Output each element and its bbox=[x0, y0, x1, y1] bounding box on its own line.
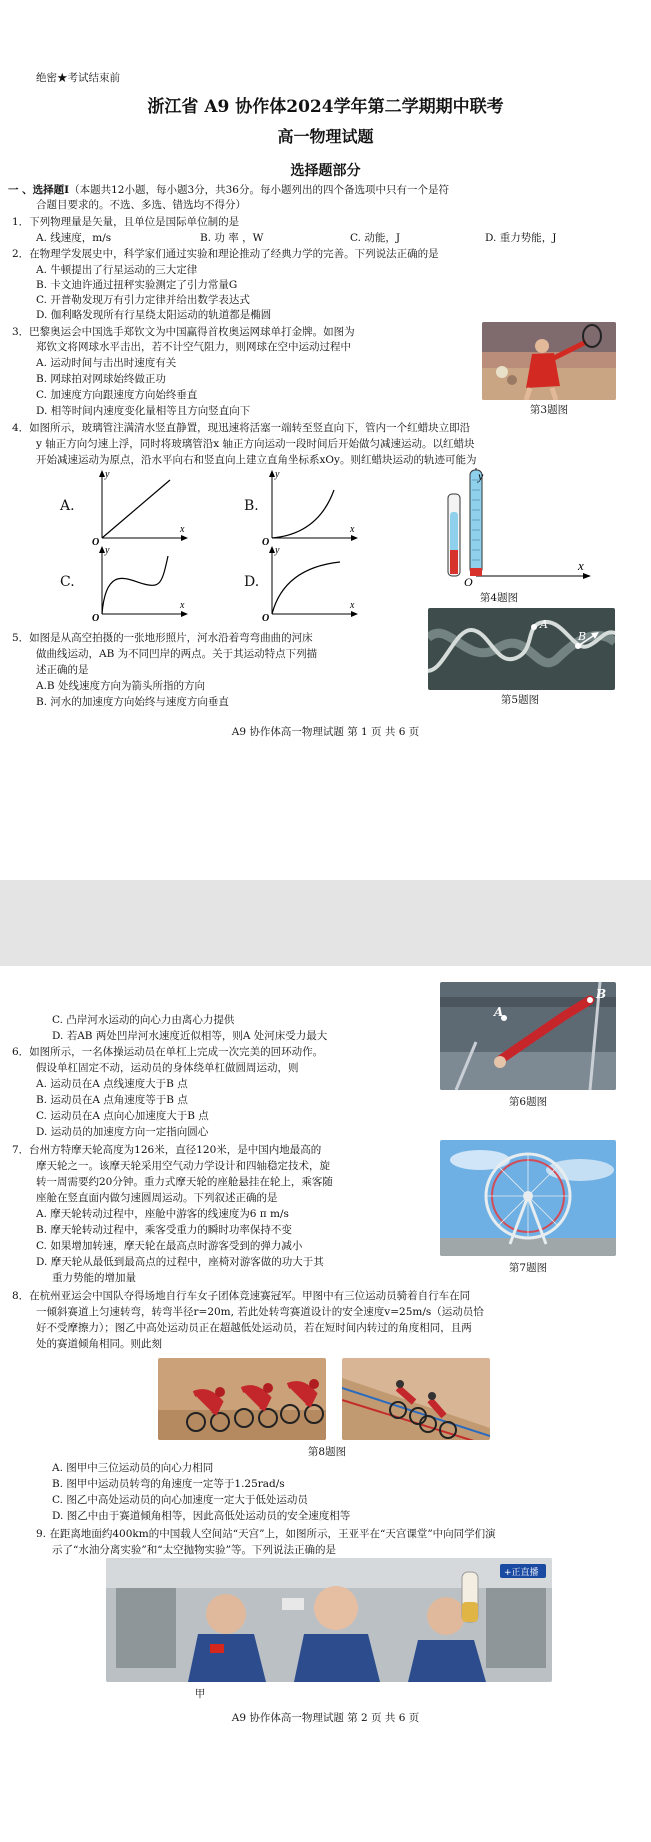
page-2-footer: A9 协作体高一物理试题 第 2 页 共 6 页 bbox=[231, 1712, 420, 1724]
q5-stem-line3: 述正确的是 bbox=[36, 664, 89, 676]
q8-option-d: D. 图乙中由于赛道倾角相等，因此高低处运动员的安全速度相等 bbox=[52, 1510, 351, 1522]
q3-option-a: A. 运动时间与击出时速度有关 bbox=[36, 357, 177, 369]
q4-option-d-label: D. bbox=[244, 574, 260, 590]
q5-figure-caption: 第5题图 bbox=[500, 694, 540, 706]
q7-stem-line3: 转一周需要约20分钟。重力式摩天轮的座舱悬挂在轮上，乘客随 bbox=[36, 1176, 333, 1188]
part-label: 一 、选择题Ⅰ bbox=[8, 184, 70, 196]
q4-stem-line3: 开始减速运动为原点，沿水平向右和竖直向上建立直角坐标系xOy。则红蜡块运动的轨迹可能为 bbox=[36, 454, 477, 466]
q7-option-c: C. 如果增加转速，摩天轮在最高点时游客受到的弹力减小 bbox=[36, 1240, 303, 1252]
q4-graph-d bbox=[262, 544, 362, 626]
q4-c-y-label: y bbox=[105, 545, 110, 556]
part-intro-line2: 合题目要求的。不选、多选、错选均不得分） bbox=[36, 199, 246, 211]
q8-stem-line1: 8．在杭州亚运会中国队夺得场地自行车女子团体竞速赛冠军。甲图中有三位运动员骑着自行车在同 bbox=[12, 1290, 471, 1302]
q7-option-b: B. 摩天轮转动过程中，乘客受重力的瞬时功率保持不变 bbox=[36, 1224, 292, 1236]
q7-figure-caption: 第7题图 bbox=[508, 1262, 548, 1274]
q4-d-y-label: y bbox=[275, 545, 280, 556]
q1-stem: 1．下列物理量是矢量，且单位是国际单位制的是 bbox=[12, 216, 240, 228]
q3-stem-line1: 3．巴黎奥运会中国选手郑钦文为中国赢得首枚奥运网球单打金牌。如图为 bbox=[12, 326, 355, 338]
q9-figure-label: 甲 bbox=[194, 1688, 206, 1700]
q4-c-trajectory bbox=[102, 556, 168, 614]
q4-b-trajectory bbox=[272, 490, 334, 538]
q5-point-a: A bbox=[540, 618, 548, 631]
side-tube-red bbox=[450, 550, 458, 574]
q7-stem-line4: 座舱在竖直面内做匀速圆周运动。下列叙述正确的是 bbox=[36, 1192, 278, 1204]
q4-d-x-label: x bbox=[350, 600, 355, 611]
q4-graph-c bbox=[92, 544, 192, 626]
page-1-footer: A9 协作体高一物理试题 第 1 页 共 6 页 bbox=[231, 726, 420, 738]
q8-stem-line4: 处的赛道倾角相同。则此刻 bbox=[36, 1338, 162, 1350]
q8-stem-line3: 好不受摩擦力）；图乙中高处运动员正在超越低处运动员，若在短时间内转过的角度相同，且两 bbox=[36, 1322, 472, 1334]
q6-point-a: A bbox=[494, 1005, 504, 1019]
q4-fig-origin: O bbox=[464, 575, 473, 586]
cyclists-photo-2 bbox=[342, 1358, 490, 1440]
q4-option-a-label: A. bbox=[60, 498, 75, 514]
q5-option-c: C. 凸岸河水运动的向心力由离心力提供 bbox=[52, 1014, 235, 1026]
q7-option-a: A. 摩天轮转动过程中，座舱中游客的线速度为6 π m/s bbox=[36, 1208, 289, 1220]
part-intro-text: （本题共12小题，每小题3分，共36分。每小题列出的四个备选项中只有一个是符 bbox=[69, 184, 449, 196]
q4-c-x-label: x bbox=[180, 600, 185, 611]
exam-title: 浙江省 A9 协作体2024学年第二学期期中联考 bbox=[147, 97, 504, 117]
q4-d-origin: O bbox=[262, 613, 270, 622]
part-intro-line1 bbox=[8, 184, 449, 197]
q4-a-y-label: y bbox=[105, 469, 110, 480]
q7-option-d-line1: D. 摩天轮从最低到最高点的过程中，座椅对游客做的功大于其 bbox=[36, 1256, 324, 1268]
q3-stem-line2: 郑钦文将网球水平击出，若不计空气阻力，则网球在空中运动过程中 bbox=[36, 341, 351, 353]
q4-stem-line2: y 轴正方向匀速上浮，同时将玻璃管沿x 轴正方向运动一段时间后开始做匀减速运动。以红蜡块 bbox=[36, 438, 475, 450]
q9-stem-line1: 9. 在距离地面约400km的中国载人空间站“天宫”上，如图所示，王亚平在“天宫课堂”中向同学们演 bbox=[36, 1528, 496, 1540]
gymnast-photo bbox=[440, 982, 616, 1090]
confidential-mark: 绝密★考试结束前 bbox=[36, 72, 120, 84]
q1-option-a: A. 线速度，m/s bbox=[36, 232, 112, 244]
cyclists-photo-1 bbox=[158, 1358, 326, 1440]
q4-c-origin: O bbox=[92, 613, 100, 622]
q8-option-a: A. 图甲中三位运动员的向心力相同 bbox=[52, 1462, 214, 1474]
q5-point-b: B bbox=[578, 630, 587, 643]
tennis-photo bbox=[482, 322, 616, 400]
q4-tube-figure bbox=[428, 468, 598, 590]
q2-option-a: A. 牛顿提出了行星运动的三大定律 bbox=[36, 264, 198, 276]
q6-option-a: A. 运动员在A 点线速度大于B 点 bbox=[36, 1078, 188, 1090]
q4-b-x-label: x bbox=[350, 524, 355, 535]
space-station-photo bbox=[106, 1558, 552, 1682]
page-1 bbox=[0, 0, 651, 880]
q6-option-c: C. 运动员在A 点向心加速度大于B 点 bbox=[36, 1110, 209, 1122]
q5-option-b: B. 河水的加速度方向始终与速度方向垂直 bbox=[36, 696, 229, 708]
q8-stem-line2: 一倾斜赛道上匀速转弯，转弯半径r=20m, 若此处转弯赛道设计的安全速度v=25m/s（运动员恰 bbox=[36, 1306, 484, 1318]
q2-stem: 2．在物理学发展史中，科学家们通过实验和理论推动了经典力学的完善。下列说法正确的是 bbox=[12, 248, 439, 260]
q5-stem-line1: 5．如图是从高空拍摄的一张地形照片，河水沿着弯弯曲曲的河床 bbox=[12, 632, 313, 644]
q7-stem-line1: 7．台州方特摩天轮高度为126米，直径120米，是中国内地最高的 bbox=[12, 1144, 322, 1156]
q2-option-d: D. 伽利略发现所有行星绕太阳运动的轨道都是椭圆 bbox=[36, 309, 272, 321]
q4-stem-line1: 4．如图所示，玻璃管注满清水竖直静置，现迅速将活塞一端转至竖直向下，管内一个红蜡块立即沿 bbox=[12, 422, 471, 434]
q9-stem-line2: 示了“水油分离实验”和“太空抛物实验”等。下列说法正确的是 bbox=[52, 1544, 336, 1556]
q4-b-y-label: y bbox=[275, 469, 280, 480]
page-2 bbox=[0, 966, 651, 1842]
exam-subtitle: 高一物理试题 bbox=[277, 127, 374, 146]
q4-graph-a bbox=[92, 468, 192, 550]
q6-point-b: B bbox=[596, 987, 607, 1001]
q4-figure-caption: 第4题图 bbox=[479, 592, 519, 604]
q6-stem-line2: 假设单杠固定不动，运动员的身体绕单杠做圆周运动，则 bbox=[36, 1062, 299, 1074]
q2-option-b: B. 卡文迪许通过扭秤实验测定了引力常量G bbox=[36, 279, 238, 291]
q1-option-c: C. 动能，J bbox=[350, 232, 401, 244]
q5-option-a: A.B 处线速度方向为箭头所指的方向 bbox=[36, 680, 205, 692]
q4-b-origin: O bbox=[262, 537, 270, 546]
q8-option-b: B. 图甲中运动员转弯的角速度一定等于1.25rad/s bbox=[52, 1478, 285, 1490]
q6-stem-line1: 6．如图所示，一名体操运动员在单杠上完成一次完美的回环动作。 bbox=[12, 1046, 324, 1058]
q1-option-d: D. 重力势能，J bbox=[485, 232, 557, 244]
glass-tube bbox=[470, 470, 482, 574]
q7-stem-line2: 摩天轮之一。该摩天轮采用空气动力学设计和四轴稳定技术，旋 bbox=[36, 1160, 330, 1172]
live-badge: +正直播 bbox=[504, 1568, 539, 1578]
q3-figure-caption: 第3题图 bbox=[529, 404, 569, 416]
section-title: 选择题部分 bbox=[290, 163, 361, 179]
q8-option-c: C. 图乙中高处运动员的向心加速度一定大于低处运动员 bbox=[52, 1494, 308, 1506]
q3-option-d: D. 相等时间内速度变化量相等且方向竖直向下 bbox=[36, 405, 251, 417]
q4-d-trajectory bbox=[272, 562, 340, 614]
q4-option-b-label: B. bbox=[244, 498, 259, 514]
q6-option-d: D. 运动员的加速度方向一定指向圆心 bbox=[36, 1126, 209, 1138]
q4-graph-b bbox=[262, 468, 362, 550]
q4-a-trajectory bbox=[102, 480, 170, 538]
q4-fig-y-label: y bbox=[478, 469, 484, 483]
q6-option-b: B. 运动员在A 点角速度等于B 点 bbox=[36, 1094, 188, 1106]
ferris-wheel-photo bbox=[440, 1140, 616, 1256]
q4-a-x-label: x bbox=[180, 524, 185, 535]
q5-stem-line2: 做曲线运动，AB 为不同凹岸的两点。关于其运动特点下列描 bbox=[36, 648, 318, 660]
q4-option-c-label: C. bbox=[60, 574, 75, 590]
q3-option-b: B. 网球拍对网球始终做正功 bbox=[36, 373, 166, 385]
q4-fig-x-label: x bbox=[578, 558, 584, 573]
q8-figure-caption: 第8题图 bbox=[307, 1446, 347, 1458]
q5-option-d: D. 若AB 两处凹岸河水速度近似相等，则A 处河床受力最大 bbox=[52, 1030, 328, 1042]
q7-option-d-line2: 重力势能的增加量 bbox=[52, 1272, 136, 1284]
river-photo bbox=[428, 608, 615, 690]
q2-option-c: C. 开普勒发现万有引力定律并给出数学表达式 bbox=[36, 294, 250, 306]
q1-option-b: B. 功 率 ，W bbox=[200, 232, 264, 244]
q3-option-c: C. 加速度方向跟速度方向始终垂直 bbox=[36, 389, 198, 401]
q4-a-origin: O bbox=[92, 537, 100, 546]
q6-figure-caption: 第6题图 bbox=[508, 1096, 548, 1108]
